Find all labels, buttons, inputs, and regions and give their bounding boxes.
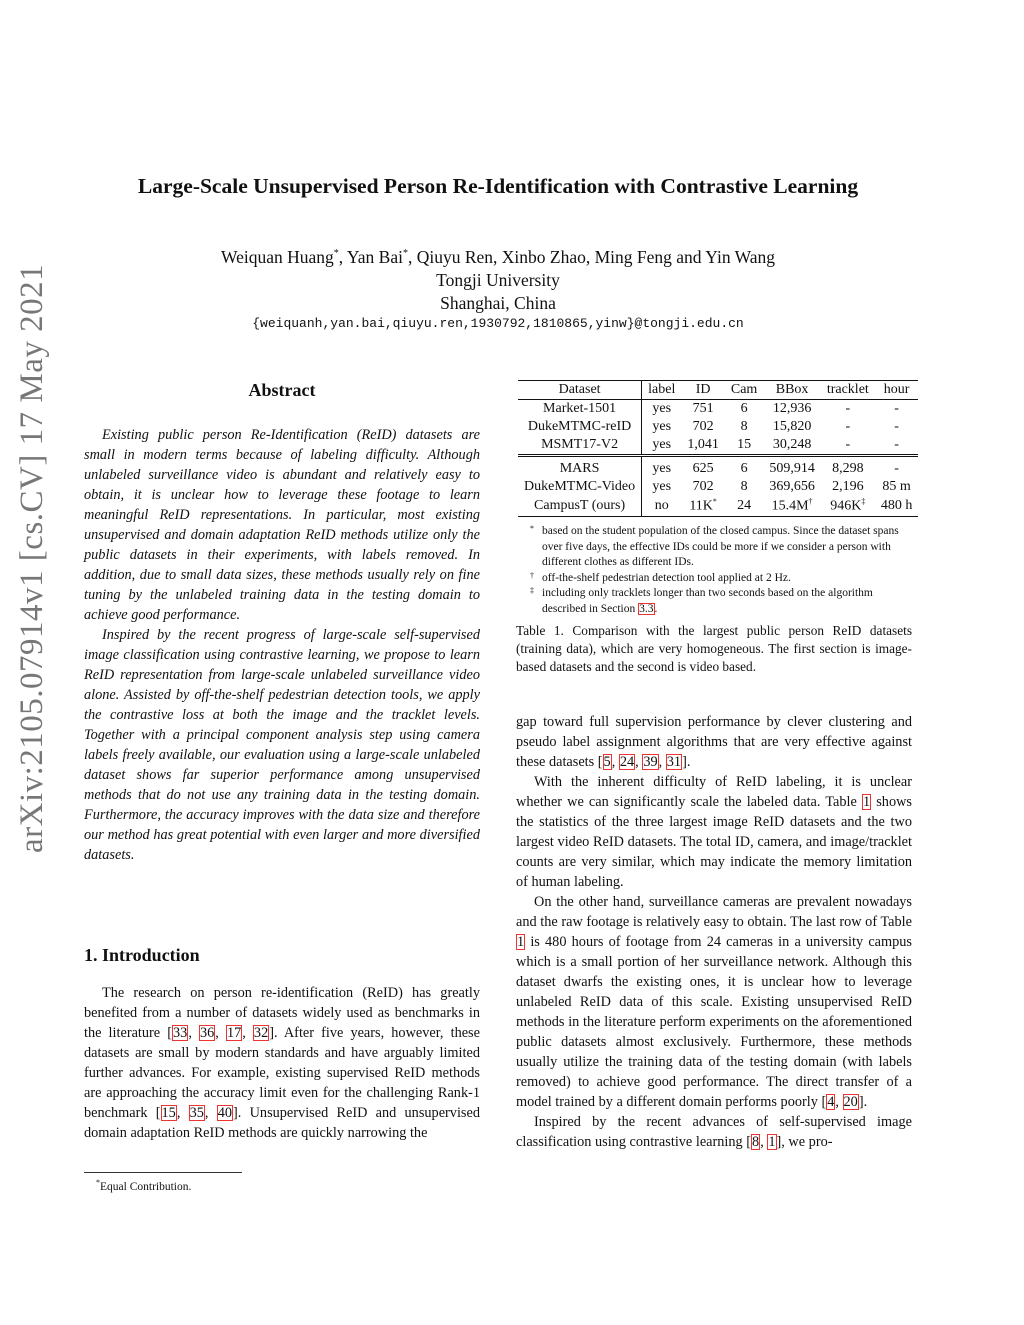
body-paragraph: [516, 772, 912, 892]
citation-link[interactable]: 8: [752, 1134, 760, 1150]
introduction-heading: 1. Introduction: [84, 945, 200, 965]
note-text: off-the-shelf pedestrian detection tool applied at 2 Hz.: [542, 571, 791, 584]
table-header-cell: Dataset: [518, 381, 642, 400]
table-cell: 1,041: [687, 437, 719, 452]
table-cell: MARS: [518, 456, 642, 479]
table-cell: 30,248: [772, 437, 812, 452]
table-cell: 6: [740, 401, 748, 416]
footnote: [96, 1178, 191, 1193]
table-cell: 8,298: [821, 456, 875, 479]
table-cell: -: [845, 401, 851, 416]
footnote-mark: *: [96, 1178, 100, 1187]
note-text: .: [654, 602, 658, 615]
table-cell: CampusT (ours): [518, 496, 642, 516]
table-note: [530, 571, 910, 587]
citation-link[interactable]: 24: [619, 754, 635, 770]
text-run: ].: [682, 754, 691, 770]
table-header-cell: hour: [875, 381, 919, 400]
note-mark: ‡: [861, 497, 866, 506]
table-cell: no: [642, 496, 682, 516]
citation-link[interactable]: 17: [226, 1025, 242, 1041]
table-cell: 625: [681, 456, 725, 479]
table-cell: 24: [725, 496, 763, 516]
table-cell: 702: [692, 479, 714, 494]
abstract-body: [84, 425, 480, 865]
table-cell: 6: [725, 456, 763, 479]
table-cell: yes: [652, 437, 672, 452]
abstract-paragraph: Inspired by the recent progress of large-scale self-supervised image classification using contrastive learning, we propose to learn ReID representation from large-scale unlabeled surveillance video alone. Assisted by off-the-shelf pedestrian detection tools, we apply the contrastive loss at both the image and the tracklet levels. Together with a principal component analysis step using camera labels freely available, our evaluation using a large-scale unlabeled dataset shows far superior performance among unsupervised methods that do not use any training data in the testing domain. Furthermore, the accuracy improves with the data size and therefore our method has great potential with even larger and more diversified datasets.: [84, 627, 480, 863]
footnote-rule: [84, 1172, 242, 1173]
arxiv-identifier: arXiv:2105.07914v1 [cs.CV] 17 May 2021: [14, 263, 50, 853]
table-cell: 751: [692, 401, 714, 416]
text-run: Inspired by the recent advances of self-supervised image classification using contrastive learning [: [516, 1114, 912, 1150]
citation-link[interactable]: 33: [173, 1025, 188, 1041]
table-notes: [530, 524, 910, 617]
cell-value: 15.4M: [771, 498, 809, 514]
note-mark: ‡: [530, 586, 534, 595]
table-cell: 702: [692, 419, 714, 434]
table-cell: 8: [740, 479, 748, 494]
table-header-cell: BBox: [763, 381, 821, 400]
citation-link[interactable]: 4: [827, 1094, 835, 1110]
text-run: The research on person re-identification (ReID) has greatly benefited from a number of datasets widely used as benchmarks in the literature [: [84, 985, 480, 1041]
table-cell: yes: [642, 456, 682, 479]
body-paragraph: gap toward full supervision performance by clever clustering and pseudo label assignment algorithms that are very effective against these datasets [5, 24, 39, 31].: [516, 714, 912, 770]
footnote-text: Equal Contribution.: [100, 1180, 192, 1193]
table-cell: 15,820: [772, 419, 812, 434]
table-header-cell: Cam: [725, 381, 763, 400]
body-paragraph: Inspired by the recent advances of self-supervised image classification using contrastive learning [8, 1], we pro-: [516, 1114, 912, 1150]
table-row: [518, 456, 918, 479]
table-cell: -: [894, 401, 899, 416]
citation-link[interactable]: 15: [161, 1105, 176, 1121]
citation-link[interactable]: 31: [666, 754, 682, 770]
table-header-row: [518, 381, 918, 400]
citation-link[interactable]: 20: [843, 1094, 858, 1110]
citation-link[interactable]: 40: [217, 1105, 233, 1121]
note-mark: *: [530, 524, 534, 533]
author-block: [60, 242, 936, 315]
table-cell: -: [894, 437, 899, 452]
text-run: With the inherent difficulty of ReID labeling, it is unclear whether we can significantly scale the labeled data. Table: [516, 774, 912, 810]
table-header-cell: tracklet: [821, 381, 875, 400]
table-cell: 509,914: [763, 456, 821, 479]
text-run: ]. After five years, however, these datasets are small by modern standards and have arguably limited further advances. For example, existing supervised ReID methods are approaching the accuracy limit even for the challenging Rank-1 benchmark [: [84, 1025, 480, 1121]
table-caption: Table 1. Comparison with the largest public person ReID datasets (training data), which are very homogeneous. The first section is image-based datasets and the second is video based.: [516, 623, 912, 674]
table-row: [518, 478, 918, 496]
author-2: Yan Bai: [346, 246, 403, 267]
text-run: ]. Unsupervised ReID and unsupervised domain adaptation ReID methods are quickly narrowing the: [84, 1105, 480, 1141]
table-cell: 480 h: [875, 496, 919, 516]
table-link[interactable]: 1: [517, 934, 525, 950]
text-run: gap toward full supervision performance by clever clustering and pseudo label assignment algorithms that are very effective against these datasets [: [516, 714, 912, 770]
table-cell: 15: [737, 437, 752, 452]
author-names: Weiquan Huang*, Yan Bai*, Qiuyu Ren, Xinbo Zhao, Ming Feng and Yin Wang: [220, 246, 776, 267]
citation-link[interactable]: 39: [643, 754, 658, 770]
table-cell: Market-1501: [518, 400, 642, 419]
author-emails: {weiquanh,yan.bai,qiuyu.ren,1930792,1810865,yinw}@tongji.edu.cn: [252, 316, 744, 331]
table-row: [518, 496, 918, 516]
note-text: based on the student population of the closed campus. Since the dataset spans over five days, the effective IDs could be more if we consider a person with different clothes as different IDs.: [542, 525, 899, 568]
table-note: [530, 524, 910, 571]
citation-link[interactable]: 36: [199, 1025, 215, 1041]
note-text: including only tracklets longer than two seconds based on the algorithm described in Section: [542, 587, 873, 615]
right-column-body: [516, 712, 912, 1152]
citation-link[interactable]: 35: [189, 1105, 204, 1121]
other-authors: Qiuyu Ren, Xinbo Zhao, Ming Feng and Yin Wang: [416, 246, 776, 267]
table-cell: -: [845, 419, 851, 434]
table-cell: yes: [652, 401, 672, 416]
body-paragraph: On the other hand, surveillance cameras are prevalent nowadays and the raw footage is relatively easy to obtain. The last row of Table 1 is 480 hours of footage from 24 cameras in a university campus which is a small portion of her surveillance network. Although this dataset dwarfs the existing ones, it is unclear how to leverage unlabeled ReID data of this scale. Existing unsupervised ReID methods in the literature perform experiments on the aforementioned public datasets almost exclusively. Furthermore, these methods usually utilize the training data of the testing domain (with labels removed) to achieve good performance. The direct transfer of a model trained by a different domain performs poorly [4, 20].: [516, 894, 912, 1110]
text-run: is 480 hours of footage from 24 cameras in a university campus which is a small portion of her surveillance network. Although this dataset dwarfs the existing ones, it is unclear how to leverage unlabeled ReID data of this scale. Existing unsupervised ReID methods in the literature perform experiments on the aforementioned public datasets almost exclusively. Furthermore, these methods usually utilize the training data of the testing domain (with labels removed) to achieve good performance. The direct transfer of a model trained by a different domain performs poorly [: [516, 934, 912, 1110]
table-cell: -: [845, 437, 851, 452]
introduction-body: [84, 983, 480, 1143]
table-cell: 85 m: [882, 479, 911, 494]
text-run: ].: [858, 1094, 868, 1110]
table-cell: -: [894, 419, 899, 434]
table-cell: 369,656: [769, 479, 815, 494]
table-cell: [763, 496, 821, 516]
note-mark: †: [808, 497, 813, 506]
table-cell: [681, 496, 725, 516]
datasets-table: [518, 380, 918, 517]
table-link[interactable]: 1: [862, 794, 871, 810]
cell-value: 11K: [689, 498, 713, 514]
table-row: [518, 418, 918, 436]
table-header-cell: label: [642, 381, 682, 400]
table-cell: MSMT17-V2: [518, 436, 642, 456]
table-cell: 2,196: [832, 479, 864, 494]
table-cell: yes: [652, 419, 672, 434]
intro-paragraph: The research on person re-identification (ReID) has greatly benefited from a number of datasets widely used as benchmarks in the literature [33, 36, 17, 32]. After five years, however, these datasets are small by modern standards and have arguably limited further advances. For example, existing supervised ReID methods are approaching the accuracy limit even for the challenging Rank-1 benchmark [15, 35, 40]. Unsupervised ReID and unsupervised domain adaptation ReID methods are quickly narrowing the: [84, 985, 480, 1141]
table-cell: [821, 496, 875, 516]
text-run: On the other hand, surveillance cameras are prevalent nowadays and the raw footage is relatively easy to obtain. The last row of Table: [516, 894, 912, 930]
table-cell: yes: [652, 479, 672, 494]
note-mark: *: [712, 497, 717, 506]
affiliation: Tongji University: [436, 269, 560, 290]
location: Shanghai, China: [440, 292, 556, 313]
abstract-paragraph: Existing public person Re-Identification (ReID) datasets are small in modern terms because of labeling difficulty. Although unlabeled surveillance video is abundant and relatively easy to obtain, it is unclear how to leverage these footage to learn meaningful ReID representations. In particular, most existing unsupervised and domain adaptation ReID methods utilize only the public datasets in their experiments, with labels removed. In addition, due to small data sizes, these methods usually rely on fine tuning by the unlabeled training data in the testing domain to achieve good performance.: [84, 427, 480, 623]
section-link[interactable]: 3.3: [639, 602, 654, 615]
table-cell: -: [875, 456, 919, 479]
table-header-cell: ID: [681, 381, 725, 400]
cell-value: 946K: [830, 498, 862, 514]
text-run: shows the statistics of the three largest image ReID datasets and the two largest video ReID datasets. The total ID, camera, and image/tracklet counts are very similar, which may indicate the memory limitation of human labeling.: [516, 794, 912, 890]
table-row: [518, 400, 918, 419]
equal-contribution-mark: *: [402, 248, 408, 259]
abstract-heading: Abstract: [248, 380, 316, 400]
text-run: ], we pro-: [776, 1134, 833, 1150]
citation-link[interactable]: 1: [768, 1134, 776, 1150]
citation-link[interactable]: 5: [603, 754, 611, 770]
table-note: [530, 586, 910, 617]
equal-contribution-mark: *: [333, 248, 339, 259]
table-cell: DukeMTMC-reID: [518, 418, 642, 436]
citation-link[interactable]: 32: [253, 1025, 269, 1041]
table-cell: DukeMTMC-Video: [518, 478, 642, 496]
table-cell: 12,936: [772, 401, 812, 416]
author-1: Weiquan Huang: [220, 246, 334, 267]
table-cell: 8: [740, 419, 748, 434]
note-mark: †: [530, 570, 534, 580]
paper-title: Large-Scale Unsupervised Person Re-Identification with Contrastive Learning: [137, 174, 859, 198]
table-row: [518, 436, 918, 456]
